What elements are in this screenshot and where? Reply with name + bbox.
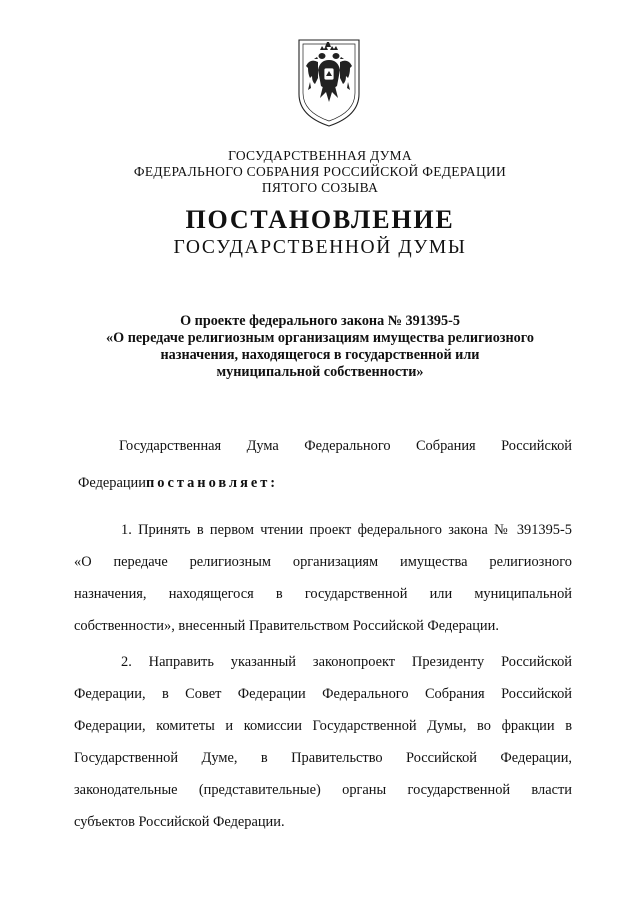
item-2 (74, 646, 572, 838)
org-name-line-1: ГОСУДАРСТВЕННАЯ ДУМА (228, 148, 412, 163)
subject-line-3: назначения, находящегося в государственной или (160, 347, 480, 363)
preamble-line-2 (78, 467, 572, 499)
resolution-subject (60, 313, 580, 381)
item-2-line-4: Государственной Думе, в Правительство Российской Федерации, (74, 750, 572, 766)
subject-line-1: О проекте федерального закона № 391395-5 (180, 313, 460, 329)
item-2-line-2: Федерации, в Совет Федерации Федерального Собрания Российской (74, 686, 572, 702)
item-1 (74, 514, 572, 642)
preamble-federation: Федерации (78, 475, 146, 491)
preamble (74, 430, 572, 499)
document-type-title: ПОСТАНОВЛЕНИЕ (185, 205, 455, 234)
item-1-line-2: «О передаче религиозным организациям имущества религиозного (74, 554, 572, 570)
item-2-line-5: законодательные (представительные) органы государственной власти (74, 782, 572, 798)
convocation-line: ПЯТОГО СОЗЫВА (261, 180, 379, 195)
item-2-line-3: Федерации, комитеты и комиссии Государственной Думы, во фракции в (74, 718, 572, 734)
preamble-line-1: Государственная Дума Федерального Собрания Российской (119, 438, 572, 454)
org-name-line-2: ФЕДЕРАЛЬНОГО СОБРАНИЯ РОССИЙСКОЙ ФЕДЕРАЦИИ (133, 164, 507, 179)
subject-line-2: «О передаче религиозным организациям имущества религиозного (106, 330, 534, 346)
item-1-line-4: собственности», внесенный Правительством Российской Федерации. (74, 618, 499, 634)
item-2-line-6: субъектов Российской Федерации. (74, 814, 285, 830)
russian-coat-of-arms-icon (296, 36, 362, 128)
subject-line-4: муниципальной собственности» (216, 364, 424, 380)
item-2-line-1: 2. Направить указанный законопроект Президенту Российской (121, 654, 572, 670)
item-1-line-3: назначения, находящегося в государственной или муниципальной (74, 586, 572, 602)
item-1-line-1: 1. Принять в первом чтении проект федерального закона № 391395-5 (121, 522, 572, 538)
resolves-verb: постановляет: (145, 475, 279, 491)
document-type-subtitle: ГОСУДАРСТВЕННОЙ ДУМЫ (173, 237, 467, 258)
